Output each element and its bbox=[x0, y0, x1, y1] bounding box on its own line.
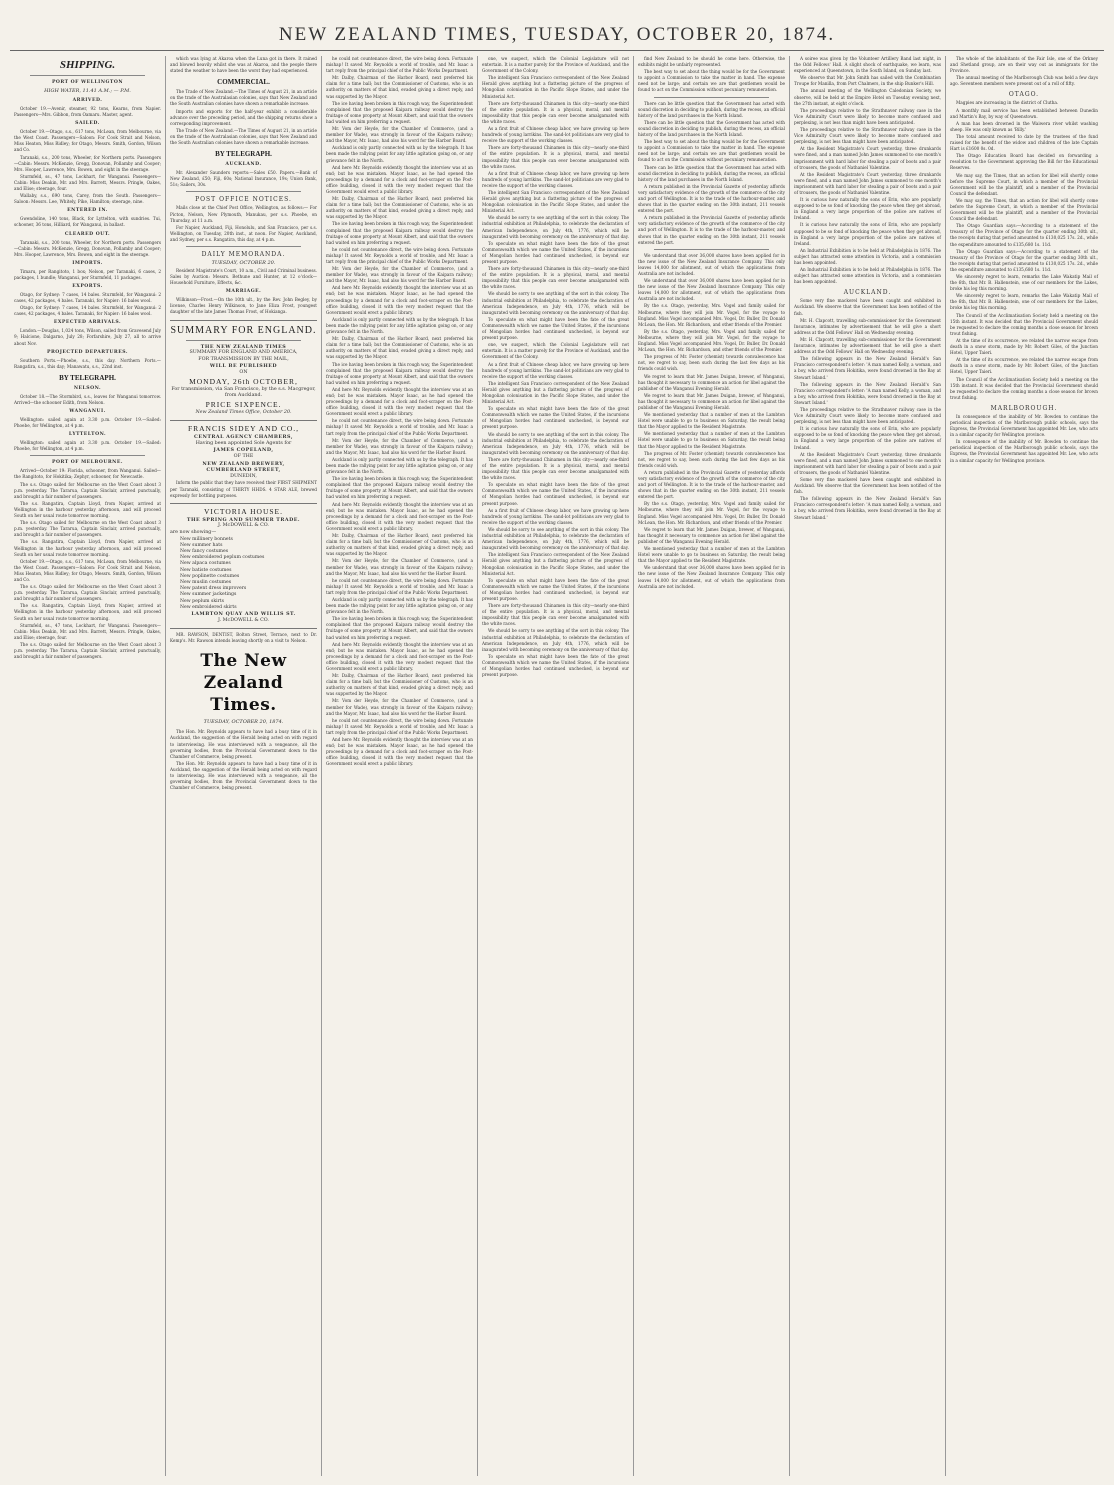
paragraph: he could not countenance direct, the wire being down. Fortunate mishap! It saved Mr. Reynolds a world of trouble, and Mr. Isaac a tart reply from the principal chief of the Public Works Department. bbox=[326, 577, 473, 595]
sidey-line: Having been appointed Sole Agents for bbox=[195, 440, 292, 446]
paragraph: The best way to set about the thing would be for the Government to appoint a Commission to take the matter in hand. The expense need not be large; and certain we are that gentlemen would be found to act on the Commission without pecuniary remuneration. bbox=[638, 69, 785, 93]
paragraph: Wellington: sailed again at 3.30 p.m. October 19.—Sailed: Phoebe, for Wellington, at 4 p.m. bbox=[14, 440, 161, 452]
shipping-heading: SHIPPING. bbox=[59, 59, 116, 71]
rawson-advert bbox=[170, 628, 317, 644]
list-item: New embroidered peplum costumes bbox=[180, 555, 265, 561]
paragraph: And here Mr. Reynolds evidently thought the interview was at an end; but he was mistaken. Mayor Isaac, as he had opened the proceedings by a demand for a clock and foot-scraper on the Post-office building, closed it with the very modest request that the Government would erect a public library. bbox=[326, 386, 473, 417]
paragraph: There are forty-thousand Chinamen in this city—nearly one-third of the entire population. It is a physical, moral, and mental impossibility that this people can ever become amalgamated with the white races. bbox=[482, 266, 629, 290]
list-item: New summer jacketings bbox=[180, 592, 237, 598]
paragraph: There can be little question that the Government has acted with sound discretion in deciding to publish, during the recess, an official history of the land purchases in the North Island. bbox=[638, 119, 785, 138]
entered-heading: ENTERED IN. bbox=[67, 208, 108, 214]
summary-title: SUMMARY FOR ENGLAND. bbox=[170, 324, 317, 336]
list-item: New fancy costumes bbox=[180, 548, 229, 554]
list-item: New patent dress improvers bbox=[180, 586, 247, 592]
auckland-heading: AUCKLAND. bbox=[225, 162, 262, 168]
divider bbox=[30, 455, 145, 456]
paragraph: As a first fruit of Chinese cheap labor, we have growing up here hundreds of young larrikins. The sand-lot politicians are very glad to receive the support of the working classes. bbox=[482, 170, 629, 188]
paragraph: The proceedings relative to the Strathnaver railway case in the Vice Admiralty Court were likely to become more confused and perplexing, is not less than might have been anticipated. bbox=[794, 107, 941, 125]
paragraph: Mr. Dalby, Chairman of the Harbor Board, next preferred his claim for a time ball; but the Commissioner of Customs, who is an authority on matters of that kind, evaded giving a direct reply, and was supported by the Mayor. bbox=[326, 196, 473, 220]
paragraph: We sincerely regret to learn, remarks the Lake Wakatip Mail of the 6th, that Mr. B. Hallenstein, one of our members for the Lakes, broke his leg this morning. bbox=[950, 293, 1098, 311]
divider bbox=[186, 340, 301, 341]
paragraph: he could not countenance direct, the wire being down. Fortunate mishap! It saved Mr. Reynolds a world of trouble, and Mr. Isaac a tart reply from the principal chief of the Public Works Department. bbox=[326, 246, 473, 264]
summary-date: MONDAY, 26th OCTOBER, bbox=[189, 376, 298, 386]
paragraph: The Otago Guardian says:—According to a statement of the treasury of the Province of Otago for the quarter ending 30th ult., the receipts during that period amounted to £130,025 17s. 2d., while the expenditure amounted to £135,680 1s. 11d. bbox=[950, 223, 1098, 247]
paragraph: Arrived—October 19: Florida, schooner, from Wanganui. Sailed—the Rangitoto, for Hokitika; Zephyr, schooner, for Newcastle. bbox=[14, 468, 161, 480]
paragraph: Sturmfeld, ss., 47 tons, Lockhart, for Wanganui. Passengers—Cabin: Miss Deakin, Mr. and Mrs. Barrett, Messrs. Pringle, Oakes, and Elise; steerage, four. bbox=[14, 622, 161, 640]
paragraph: It is curious how naturally the sons of Erin, who are popularly supposed to be so fond of knocking the peace when they get abroad, in England a very large proportion of the police are natives of Ireland. bbox=[794, 426, 941, 450]
arrived-heading: ARRIVED. bbox=[72, 98, 103, 103]
paragraph: We understand that over 36,000 shares have been applied for in the new issue of the New Zealand Insurance Company. This only leaves 14,000 for allotment, out of which the applications from Australia are not included. bbox=[638, 252, 785, 276]
paragraph: For Napier, Auckland, Fiji, Honolulu, and San Francisco, per s.s. Wellington, on Tuesday, 20th inst., at noon. For Napier, Auckland, and Sydney, per s.s. Rangatira, this day, at 4 p.m. bbox=[170, 224, 317, 242]
paragraph: The s.s. Otago sailed for Melbourne on the West Coast about 3 p.m. yesterday. The Tararua, Captain Sinclair, arrived punctually, and brought a fair number of passengers. bbox=[14, 520, 161, 538]
paragraph: Wellington: sailed again at 3.30 p.m. October 19.—Sailed: Phoebe, for Wellington, at 4 p.m. bbox=[14, 417, 161, 429]
paragraph: We mentioned yesterday that a number of men at the Lambton Hotel were unable to go to business on Saturday, the result being that the Mayor applied to the Resident Magistrate. bbox=[638, 431, 785, 449]
column-4 bbox=[478, 56, 634, 1476]
column-6 bbox=[790, 56, 946, 1476]
paragraph: Mr. Vom der Heyde, for the Chamber of Commerce, (and a member for Wade), was strongly in favour of the Kaipara railway; and the Mayor, Mr. Isaac, had also his word for the Harbor Board. bbox=[326, 698, 473, 716]
paragraph: The Hon. Mr. Reynolds appears to have had a busy time of it in Auckland, the suggestion of the Herald being acted on with regard to interviewing. He was interviewed with a vengeance, all the governing bodies, from the Provincial Government down to the Chamber of Commerce, being present. bbox=[170, 760, 317, 791]
sidey-line: CENTRAL AGENCY CHAMBERS, bbox=[194, 434, 293, 441]
paragraph: There are forty-thousand Chinamen in this city—nearly one-third of the entire population. It is a physical, moral, and mental impossibility that this people can ever become amalgamated with the white races. bbox=[482, 456, 629, 481]
column-7 bbox=[946, 56, 1102, 1476]
paragraph: In consequence of the inability of Mr. Bowden to continue the periodical inspection of the Marlborough public schools, says the Express, the Provincial Government has appointed Mr. Lee, who acts in a similar capacity for Wellington province. bbox=[950, 439, 1098, 463]
paragraph: Mr. Vom der Heyde, for the Chamber of Commerce, (and a member for Wade), was strongly in favour of the Kaipara railway; and the Mayor, Mr. Isaac, had also his word for the Harbor Board. bbox=[326, 437, 473, 455]
paragraph: he could not countenance direct, the wire being down. Fortunate mishap! It saved Mr. Reynolds a world of trouble, and Mr. Isaac a tart reply from the principal chief of the Public Works Department. bbox=[326, 717, 473, 735]
paragraph: At the time of its occurrence, we related the narrow escape from death in a snow storm, made by Mr. Robert Giles, of the Junction Hotel, Upper Taieri. bbox=[950, 357, 1098, 375]
paragraph: Mr. H. Clapcott, travelling sub-commissioner for the Government Insurance, intimates by advertisement that he will give a short address at the Odd Fellows' Hall on Wednesday evening. bbox=[794, 336, 941, 355]
list-item: New embroidered skirts bbox=[180, 604, 237, 610]
list-item: New muslin costumes bbox=[180, 579, 232, 585]
paragraph: Sturmfeld, ss., 47 tons, Lockhart, for Wanganui. Passengers—Cabin: Miss Deakin, Mr. and Mrs. Barrett, Messrs. Pringle, Oakes, and Elise; steerage, four. bbox=[14, 173, 161, 192]
port-heading: PORT OF WELLINGTON bbox=[51, 80, 124, 85]
paper-date: TUESDAY, OCTOBER 20, 1874. bbox=[203, 719, 284, 726]
exports-heading: EXPORTS. bbox=[72, 283, 103, 289]
paragraph: Auckland is only partly connected with us by the telegraph. It has been made the rallying point for any little agitation going on, or any grievance felt in the North. bbox=[326, 145, 473, 163]
paper-title: The New Zealand Times. bbox=[200, 651, 287, 716]
paragraph: MR. RAWSON, DENTIST, Bolton Street, Terrace, next to Dr. Kemp's. Mr. Rawson intends leaving shortly on a visit to Nelson. bbox=[170, 632, 317, 644]
paragraph: We may say, the Times, that an action for libel will shortly come before the Supreme Court, in which a member of the Provincial Government will be the plaintiff, and a member of the Provincial Council the defendant. bbox=[950, 197, 1098, 222]
paragraph: As a first fruit of Chinese cheap labor, we have growing up here hundreds of young larrikins. The sand-lot politicians are very glad to receive the support of the working classes. bbox=[482, 507, 629, 525]
paragraph: The intelligent San Francisco correspondent of the New Zealand Herald gives anything but a flattering picture of the progress of Mongolian colonisation in the Pacific Slope States, and under the Ministerial Act. bbox=[482, 189, 629, 214]
paragraph: The whole of the inhabitants of the Fair Isle, one of the Orkney and Shetland group, are on their way out as immigrants for the Province. bbox=[950, 56, 1098, 74]
cleared-heading: CLEARED OUT. bbox=[64, 231, 111, 237]
lyttelton-heading: LYTTELTON. bbox=[68, 432, 107, 438]
paragraph: Mr. Dalby, Chairman of the Harbor Board, next preferred his claim for a time ball; but the Commissioner of Customs, who is an authority on matters of that kind, evaded giving a direct reply, and was supported by the Mayor. bbox=[326, 75, 473, 99]
paragraph: We should be sorry to see anything of the sort in this colony. The industrial exhibition at Philadelphia, to celebrate the declaration of American Independence, on July 4th, 1776, which will be inaugurated with becoming ceremony on the anniversary of that day. bbox=[482, 215, 629, 239]
paragraph: There are forty-thousand Chinamen in this city—nearly one-third of the entire population. It is a physical, moral, and mental impossibility that this people can ever become amalgamated with the white races. bbox=[482, 145, 629, 169]
paragraph: Mr. Dalby, Chairman of the Harbor Board, next preferred his claim for a time ball; but the Commissioner of Customs, who is an authority on matters of that kind, evaded giving a direct reply, and was supported by the Mayor. bbox=[326, 336, 473, 360]
summary-line: WILL BE PUBLISHED bbox=[209, 363, 278, 370]
divider bbox=[186, 191, 301, 192]
price-note: New Zealand Times Office, October 20. bbox=[195, 409, 292, 415]
columns bbox=[10, 56, 1104, 1476]
paragraph: October 19.—Avenir, steamer, 92 tons, Kearns, from Napier. Passengers—Mrs. Gibbon, from Oamaru. Master, agent. bbox=[14, 106, 161, 118]
paragraph: The s.s. Otago sailed for Melbourne on the West Coast about 3 p.m. yesterday. The Tararua, Captain Sinclair, arrived punctually, and brought a fair number of passengers. bbox=[14, 641, 161, 660]
nelson-heading: NELSON. bbox=[73, 385, 102, 391]
paragraph: We sincerely regret to learn, remarks the Lake Wakatip Mail of the 6th, that Mr. B. Hallenstein, one of our members for the Lakes, broke his leg this morning. bbox=[950, 274, 1098, 292]
paragraph: Taranaki, s.s., 200 tons, Wheeler, for Northern ports. Passengers—Cabin: Messrs. McKenzie, Gregg, Donovan, Pollamby and Cooper; Mrs. Hooper, Lawrence, Mrs. Bowen, and eight in the steerage. bbox=[14, 239, 161, 257]
telegraph-heading: BY TELEGRAPH. bbox=[59, 373, 116, 382]
column-1 bbox=[10, 56, 166, 1476]
paragraph: The progress of Mr. Foster (chemist) towards convalescence has not, we regret to say, been such during the last few days as his friends could wish. bbox=[638, 354, 785, 372]
paragraph: The s.s. Rangatira, Captain Lloyd, from Napier, arrived at Wellington in the harbour yesterday afternoon, and will proceed South on her usual route tomorrow morning. bbox=[14, 500, 161, 519]
paragraph: A man has been drowned in the Waiwera river whilst washing sheep. He was only known as 'Billy.' bbox=[950, 120, 1098, 132]
paragraph: Otago, for Sydney: 7 cases, 14 bales. Sturmfeld, for Wanganui: 2 cases, 42 packages, 4 bales. Taranaki, for Napier: 16 bales wool. bbox=[14, 305, 161, 317]
paragraph: Mr. Vom der Heyde, for the Chamber of Commerce, (and a member for Wade), was strongly in favour of the Kaipara railway; and the Mayor, Mr. Isaac, had also his word for the Harbor Board. bbox=[326, 126, 473, 144]
paragraph: one, we suspect, which the Colonial Legislature will not entertain. It is a matter purely for the Province of Auckland, and the Government of the Colony. bbox=[482, 56, 629, 74]
paragraph: The progress of Mr. Foster (chemist) towards convalescence has not, we regret to say, been such during the last few days as his friends could wish. bbox=[638, 450, 785, 468]
paragraph: We should be sorry to see anything of the sort in this colony. The industrial exhibition at Philadelphia, to celebrate the declaration of American Independence, on July 4th, 1776, which will be inaugurated with becoming ceremony on the anniversary of that day. bbox=[482, 291, 629, 315]
paragraph: The ice having been broken in this rough way, the Superintendent complained that the proposed Kaipara railway would destroy the fruitage of some property at Mount Albert, and said that the owners had waited on him preferring a request. bbox=[326, 100, 473, 124]
paragraph: And here Mr. Reynolds evidently thought the interview was at an end; but he was mistaken. Mayor Isaac, as he had opened the proceedings by a demand for a clock and foot-scraper on the Post-office building, closed it with the very modest request that the Government would erect a public library. bbox=[326, 641, 473, 671]
vh-title: VICTORIA HOUSE. bbox=[203, 506, 284, 516]
paragraph: The ice having been broken in this rough way, the Superintendent complained that the proposed Kaipara railway would destroy the fruitage of some property at Mount Albert, and said that the owners had waited on him preferring a request. bbox=[326, 221, 473, 245]
sidey-line: DUNEDIN, bbox=[230, 473, 257, 479]
paragraph: The ice having been broken in this rough way, the Superintendent complained that the proposed Kaipara railway would destroy the fruitage of some property at Mount Albert, and said that the owners had waited on him preferring a request. bbox=[326, 616, 473, 640]
paragraph: It is curious how naturally the sons of Erin, who are popularly supposed to be so fond of knocking the peace when they get abroad, in England a very large proportion of the police are natives of Ireland. bbox=[794, 222, 941, 246]
paragraph: And here Mr. Reynolds evidently thought the interview was at an end; but he was mistaken. Mayor Isaac, as he had opened the proceedings by a demand for a clock and foot-scraper on the Post-office building, closed it with the very modest request that the Government would erect a public library. bbox=[326, 285, 473, 315]
masthead-rule bbox=[10, 50, 1104, 51]
summary-line: SUMMARY FOR ENGLAND AND AMERICA, bbox=[189, 350, 298, 356]
paragraph: Mails close at the Chief Post Office, Wellington, as follows:— For Picton, Nelson, New Plymouth, Manukau, per s.s. Phoebe, on Thursday, at 11 a.m. bbox=[170, 205, 317, 223]
paragraph: The s.s. Rangatira, Captain Lloyd, from Napier, arrived at Wellington in the harbour yesterday afternoon, and will proceed South on her usual route tomorrow morning. bbox=[14, 603, 161, 621]
sidey-line: CUMBERLAND STREET, bbox=[206, 467, 281, 474]
divider bbox=[654, 97, 769, 98]
summary-advert bbox=[170, 320, 317, 417]
otago-heading: OTAGO. bbox=[1008, 91, 1040, 99]
divider bbox=[186, 246, 301, 247]
paragraph: Mr. Alexander Saunders reports:—Sales £50. Papers.—Bank of New Zealand, £50; Fiji, 60s; National Insurance, 19s; Union Bank, 51s; Sailers, 30s. bbox=[170, 170, 317, 188]
paragraph: he could not countenance direct, the wire being down. Fortunate mishap! It saved Mr. Reynolds a world of trouble, and Mr. Isaac a tart reply from the principal chief of the Public Works Department. bbox=[326, 418, 473, 436]
list-item: New poplinette costumes bbox=[180, 573, 240, 579]
high-water: HIGH WATER, 11.41 A.M.; — P.M. bbox=[44, 88, 131, 94]
paragraph: The best way to set about the thing would be for the Government to appoint a Commission to take the matter in hand. The expense need not be large; and certain we are that gentlemen would be found to act on the Commission without pecuniary remuneration. bbox=[638, 139, 785, 163]
sidey-line: OF THE bbox=[233, 454, 254, 460]
paragraph: Southern Ports.—Phoebe, s.s., this day. Northern Ports.—Rangatira, s.s., this day; Manawatu, s.s., 22nd inst. bbox=[14, 357, 161, 369]
paragraph: The following appears in the New Zealand Herald's San Francisco correspondent's letter: 'A man named Kelly, a woman, and a boy, who arrived from Hokitika, were found drowned in the Bay at Stewart Island.' bbox=[794, 356, 941, 380]
paragraph: And here Mr. Reynolds evidently thought the interview was at an end; but he was mistaken. Mayor Isaac, as he had opened the proceedings by a demand for a clock and foot-scraper on the Post-office building, closed it with the very modest request that the Government would erect a public library. bbox=[326, 501, 473, 531]
paragraph: We understand that over 36,000 shares have been applied for in the new issue of the New Zealand Insurance Company. This only leaves 14,000 for allotment, out of which the applications from Australia are not included. bbox=[638, 278, 785, 302]
paragraph: The total amount received to date by the trustees of the fund raised for the benefit of the widow and children of the late Captain Hart is £1600 0s. 0d. bbox=[950, 133, 1098, 152]
paragraph: In consequence of the inability of Mr. Bowden to continue the periodical inspection of the Marlborough public schools, says the Express, the Provincial Government has appointed Mr. Lee, who acts in a similar capacity for Wellington province. bbox=[950, 413, 1098, 438]
paragraph: We regret to learn that Mr. James Duigan, brewer, of Wanganui, has thought it necessary to commence an action for libel against the publisher of the Wanganui Evening Herald. bbox=[638, 373, 785, 391]
paragraph: Timaru, per Rangitoto, 1 box; Nelson, per Taranaki, 6 cases, 2 packages, 1 bundle; Wanganui, per Sturmfeld, 11 packages. bbox=[14, 268, 161, 280]
paragraph: A return published in the Provincial Gazette of yesterday affords very satisfactory evidence of the growth of the commerce of the city and port of Wellington. It is to the trade of the harbour-master, and shows that in the quarter ending on the 30th instant, 211 vessels entered the port. bbox=[638, 215, 785, 245]
paragraph: Mr. H. Clapcott, travelling sub-commissioner for the Government Insurance, intimates by advertisement that he will give a short address at the Odd Fellows' Hall on Wednesday evening. bbox=[794, 317, 941, 335]
paragraph: A return published in the Provincial Gazette of yesterday affords very satisfactory evidence of the growth of the commerce of the city and port of Wellington. It is to the trade of the harbour-master, and shows that in the quarter ending on the 30th instant, 211 vessels entered the port. bbox=[638, 469, 785, 500]
paragraph: Magpies are increasing in the district of Clutha. bbox=[956, 100, 1059, 106]
paragraph: The Hon. Mr. Reynolds appears to have had a busy time of it in Auckland, the suggestion of the Herald being acted on with regard to interviewing. He was interviewed with a vengeance, all the governing bodies, from the Provincial Government down to the Chamber of Commerce, being present. bbox=[170, 729, 317, 759]
paragraph: Wilkinson—Frost.—On the 10th ult., by the Rev. John Begley, by license, Charles Henry Wilkinson, to Jane Eliza Frost, youngest daughter of the late James Thomas Frost, of Hokianga. bbox=[170, 297, 317, 315]
paragraph: The ice having been broken in this rough way, the Superintendent complained that the proposed Kaipara railway would destroy the fruitage of some property at Mount Albert, and said that the owners had waited on him preferring a request. bbox=[326, 361, 473, 385]
paragraph: We should be sorry to see anything of the sort in this colony. The industrial exhibition at Philadelphia, to celebrate the declaration of American Independence, on July 4th, 1776, which will be inaugurated with becoming ceremony on the anniversary of that day. bbox=[482, 431, 629, 455]
paragraph: The following appears in the New Zealand Herald's San Francisco correspondent's letter: 'A man named Kelly, a woman, and a boy, who arrived from Hokitika, were found drowned in the Bay at Stewart Island.' bbox=[794, 381, 941, 405]
paragraph: By the s.s. Otago, yesterday, Mrs. Vogel and family sailed for Melbourne, where they will join Mr. Vogel, for the voyage to England. Miss Vogel accompanied Mrs. Vogel, Dr. Buller, Dr. Donald McLean, the Hon. Mr. Richardson, and other friends of the Premier. bbox=[638, 501, 785, 525]
auckland-heading: AUCKLAND. bbox=[843, 289, 892, 297]
list-item: New batiste costumes bbox=[180, 567, 232, 573]
summary-line: FOR TRANSMISSION BY THE MAIL, bbox=[198, 356, 289, 362]
list-item: New alpaca costumes bbox=[180, 561, 231, 567]
expected-heading: EXPECTED ARRIVALS. bbox=[53, 320, 122, 326]
vh-list bbox=[170, 537, 317, 611]
paragraph: The Trade of New Zealand.—The Times of August 21, in an article on the trade of the Australasian colonies, says that New Zealand and the South Australian colonies have shown a remarkable increase. bbox=[170, 127, 317, 146]
imports-heading: IMPORTS. bbox=[72, 260, 103, 266]
paragraph: At the Resident Magistrate's Court yesterday, three drunkards were fined, and a man named John James summoned to one month's imprisonment with hard labor for stealing a pair of boots and a pair of trousers, the goods of Nathaniel Valentine. bbox=[794, 171, 941, 195]
paragraph: To speculate on what might have been the fate of the great Commonwealth which we name the United States, if the incursions of Mongolian hordes had continued unchecked, is beyond our present purpose. bbox=[482, 406, 629, 430]
paragraph: The Otago Guardian says:—According to a statement of the treasury of the Province of Otago for the quarter ending 30th ult., the receipts during that period amounted to £130,025 17s. 2d., while the expenditure amounted to £135,680 1s. 11d. bbox=[950, 248, 1098, 272]
paragraph: one, we suspect, which the Colonial Legislature will not entertain. It is a matter purely for the Province of Auckland, and the Government of the Colony. bbox=[482, 342, 629, 360]
summary-line: ON bbox=[239, 369, 248, 375]
list-item: New summer hats bbox=[180, 542, 223, 548]
paragraph: We mentioned yesterday that a number of men at the Lambton Hotel were unable to go to business on Saturday, the result being that the Mayor applied to the Resident Magistrate. bbox=[638, 412, 785, 430]
paragraph: At the Resident Magistrate's Court yesterday, three drunkards were fined, and a man named John James summoned to one month's imprisonment with hard labor for stealing a pair of boots and a pair of trousers, the goods of Nathaniel Valentine. bbox=[794, 146, 941, 170]
paragraph: The s.s. Rangatira, Captain Lloyd, from Napier, arrived at Wellington in the harbour yesterday afternoon, and will proceed South on her usual route tomorrow morning. bbox=[14, 539, 161, 557]
paragraph: The intelligent San Francisco correspondent of the New Zealand Herald gives anything but a flattering picture of the progress of Mongolian colonisation in the Pacific Slope States, and under the Ministerial Act. bbox=[482, 75, 629, 99]
paragraph: We regret to learn that Mr. James Duigan, brewer, of Wanganui, has thought it necessary to commence an action for libel against the publisher of the Wanganui Evening Herald. bbox=[638, 526, 785, 544]
paragraph: A soiree was given by the Volunteer Artillery Band last night, in the Odd Fellows' Hall. A slight shock of earthquake, we learn, was experienced at Queenstown, in the South Island, on Sunday last. bbox=[794, 56, 941, 74]
projected-heading: PROJECTED DEPARTURES. bbox=[46, 349, 128, 355]
paragraph: Auckland is only partly connected with us by the telegraph. It has been made the rallying point for any little agitation going on, or any grievance felt in the North. bbox=[326, 456, 473, 475]
paragraph: October 19.—Otago, s.s., 617 tons, McLean, from Melbourne, via the West Coast. Passengers—Saloon: For Cook Strait and Nelson, Miss Heaton, Miss Ridley; for Otago, Messrs. Smith, Gordon, Wilson and Co. bbox=[14, 129, 161, 153]
paragraph: Resident Magistrate's Court, 10 a.m., Civil and Criminal business. Sales by Auction: Messrs. Bethune and Hunter, at 12 o'clock—Household Furniture, Effects, &c. bbox=[170, 267, 317, 286]
paragraph: We observe that Mr. John Smith has sailed with the Combination Troupe for Manilla, from Port Chalmers, in the ship Bunker's Hill. bbox=[794, 75, 941, 87]
paragraph: There are forty-thousand Chinamen in this city—nearly one-third of the entire population. It is a physical, moral, and mental impossibility that this people can ever become amalgamated with the white races. bbox=[482, 100, 629, 124]
vh-line: J. McDOWELL & CO. bbox=[218, 617, 269, 623]
paragraph: Mr. Vom der Heyde, for the Chamber of Commerce, (and a member for Wade), was strongly in favour of the Kaipara railway; and the Mayor, Mr. Isaac, had also his word for the Harbor Board. bbox=[326, 558, 473, 576]
paragraph: And here Mr. Reynolds evidently thought the interview was at an end; but he was mistaken. Mayor Isaac, as he had opened the proceedings by a demand for a clock and foot-scraper on the Post-office building, closed it with the very modest request that the Government would erect a public library. bbox=[326, 737, 473, 767]
paragraph: he could not countenance direct, the wire being down. Fortunate mishap! It saved Mr. Reynolds a world of trouble, and Mr. Isaac a tart reply from the principal chief of the Public Works Department. bbox=[326, 56, 473, 74]
paragraph: We regret to learn that Mr. James Duigan, brewer, of Wanganui, has thought it necessary to commence an action for libel against the publisher of the Wanganui Evening Herald. bbox=[638, 392, 785, 410]
paragraph: The annual meeting of the Marlborough Club was held a few days ago. Seventeen members were present out of a roll of fifty. bbox=[950, 75, 1098, 87]
paragraph: We may say, the Times, that an action for libel will shortly come before the Supreme Court, in which a member of the Provincial Government will be the plaintiff, and a member of the Provincial Council the defendant. bbox=[950, 172, 1098, 196]
paragraph: We understand that over 36,000 shares have been applied for in the new issue of the New Zealand Insurance Company. This only leaves 14,000 for allotment, out of which the applications from Australia are not included. bbox=[638, 565, 785, 589]
vh-line: LAMBTON QUAY AND WILLIS ST. bbox=[191, 610, 296, 617]
paragraph: Inform the public that they have received their FIRST SHIPMENT per Taranaki, consisting of THIRTY HHDS. 4 STAR ALE, brewed expressly for bottling purposes. bbox=[170, 480, 317, 498]
post-office-heading: POST OFFICE NOTICES. bbox=[195, 196, 292, 204]
list-item: New millinery bonnets bbox=[180, 536, 233, 542]
memoranda-date: TUESDAY, OCTOBER 20. bbox=[211, 259, 276, 266]
paragraph: To speculate on what might have been the fate of the great Commonwealth which we name the United States, if the incursions of Mongolian hordes had continued unchecked, is beyond our present purpose. bbox=[482, 240, 629, 264]
divider bbox=[30, 75, 145, 76]
paragraph: As a first fruit of Chinese cheap labor, we have growing up here hundreds of young larrikins. The sand-lot politicians are very glad to receive the support of the working classes. bbox=[482, 361, 629, 379]
melbourne-heading: PORT OF MELBOURNE. bbox=[52, 460, 123, 466]
price: PRICE SIXPENCE. bbox=[205, 399, 282, 409]
paragraph: The following appears in the New Zealand Herald's San Francisco correspondent's letter: 'A man named Kelly, a woman, and a boy, who arrived from Hokitika, were found drowned in the Bay at Stewart Island.' bbox=[794, 496, 941, 520]
column-2 bbox=[166, 56, 322, 1476]
telegraph-heading: BY TELEGRAPH. bbox=[215, 150, 272, 159]
paragraph: Gwendoline, 140 tons, Black, for Lyttelton, with sundries. Tui, schooner, 36 tons, Hilliard, for Wanganui, in ballast. bbox=[14, 216, 161, 228]
paragraph: There are forty-thousand Chinamen in this city—nearly one-third of the entire population. It is a physical, moral, and mental impossibility that this people can ever become amalgamated with the white races. bbox=[482, 603, 629, 627]
wanganui-heading: WANGANUI. bbox=[69, 409, 106, 414]
paragraph: The intelligent San Francisco correspondent of the New Zealand Herald gives anything but a flattering picture of the progress of Mongolian colonisation in the Pacific Slope States, and under the Ministerial Act. bbox=[482, 552, 629, 576]
paragraph: find New Zealand to be should he come here. Otherwise, the exhibits might be unfairly represented. bbox=[638, 56, 785, 68]
paragraph: The Trade of New Zealand.—The Times of August 21, in an article on the trade of the Australasian colonies, says that New Zealand and the South Australian colonies have shown a remarkable increase. bbox=[170, 89, 317, 107]
divider bbox=[654, 249, 769, 250]
vh-line: are now showing— bbox=[170, 529, 217, 535]
commercial-heading: COMMERCIAL. bbox=[217, 78, 270, 87]
paragraph: We should be sorry to see anything of the sort in this colony. The industrial exhibition at Philadelphia, to celebrate the declaration of American Independence, on July 4th, 1776, which will be inaugurated with becoming ceremony on the anniversary of that day. bbox=[482, 526, 629, 551]
masthead: NEW ZEALAND TIMES, TUESDAY, OCTOBER 20, 1874. bbox=[278, 24, 836, 45]
paragraph: October 19.—Otago, s.s., 617 tons, McLean, from Melbourne, via the West Coast. Passengers—Saloon: For Cook Strait and Nelson, Miss Heaton, Miss Ridley; for Otago, Messrs. Smith, Gordon, Wilson and Co. bbox=[14, 558, 161, 582]
paragraph: London.—Douglas, 1,024 tons, Wilson, sailed from Gravesend July 9; Halcione, Dalgarno, July 28; Forfarshire, July 27, all to arrive about Nov. bbox=[14, 328, 161, 346]
vh-line: J. McDOWELL & CO. bbox=[218, 523, 269, 529]
paragraph: The ice having been broken in this rough way, the Superintendent complained that the proposed Kaipara railway would destroy the fruitage of some property at Mount Albert, and said that the owners had waited on him preferring a request. bbox=[326, 476, 473, 500]
paragraph: Otago, for Sydney: 7 cases, 14 bales. Sturmfeld, for Wanganui: 2 cases, 42 packages, 4 bales. Taranaki, for Napier: 16 bales wool. bbox=[14, 291, 161, 304]
victoria-house-advert bbox=[170, 503, 317, 624]
paragraph: There can be little question that the Government has acted with sound discretion in deciding to publish, during the recess, an official history of the land purchases in the North Island. bbox=[638, 164, 785, 182]
list-item: New peplum skirts bbox=[180, 598, 224, 604]
paragraph: By the s.s. Otago, yesterday, Mrs. Vogel and family sailed for Melbourne, where they will join Mr. Vogel, for the voyage to England. Miss Vogel accompanied Mrs. Vogel, Dr. Buller, Dr. Donald McLean, the Hon. Mr. Richardson, and other friends of the Premier. bbox=[638, 303, 785, 327]
paragraph: We mentioned yesterday that a number of men at the Lambton Hotel were unable to go to business on Saturday, the result being that the Mayor applied to the Resident Magistrate. bbox=[638, 546, 785, 564]
paragraph: To speculate on what might have been the fate of the great Commonwealth which we name the United States, if the incursions of Mongolian hordes had continued unchecked, is beyond our present purpose. bbox=[482, 482, 629, 506]
paragraph: To speculate on what might have been the fate of the great Commonwealth which we name the United States, if the incursions of Mongolian hordes had continued unchecked, is beyond our present purpose. bbox=[482, 653, 629, 678]
paragraph: There can be little question that the Government has acted with sound discretion in deciding to publish, during the recess, an official history of the land purchases in the North Island. bbox=[638, 100, 785, 118]
paragraph: The Council of the Acclimatisation Society held a meeting on the 15th instant. It was decided that the Provincial Government should be requested to declare the coming months a close season for brown trout fishing. bbox=[950, 312, 1098, 336]
paragraph: The s.s. Otago sailed for Melbourne on the West Coast about 3 p.m. yesterday. The Tararua, Captain Sinclair, arrived punctually, and brought a fair number of passengers. bbox=[14, 584, 161, 602]
paragraph: An Industrial Exhibition is to be held at Philadelphia in 1876. The subject has attracted some attention in Victoria, and a commission has been appointed. bbox=[794, 267, 941, 285]
paragraph: As a first fruit of Chinese cheap labor, we have growing up here hundreds of young larrikins. The sand-lot politicians are very glad to receive the support of the working classes. bbox=[482, 126, 629, 144]
paragraph: The proceedings relative to the Strathnaver railway case in the Vice Admiralty Court were likely to become more confused and perplexing, is not less than might have been anticipated. bbox=[794, 127, 941, 145]
paragraph: Wallaby, s.s., 690 tons, Carey, from the South. Passengers—Saloon: Messrs. Lee, Whitely, Pike, Hamilton; steerage, nine. bbox=[14, 193, 161, 205]
paragraph: Some very fine mackerel have been caught and exhibited in Auckland. We observe that the Government has been notified of the fish. bbox=[794, 298, 941, 316]
paragraph: The annual meeting of the Wellington Caledonian Society, we observe, will be held at the Empire Hotel on Tuesday evening next, the 27th instant, at eight o'clock. bbox=[794, 88, 941, 106]
vh-line: THE SPRING AND SUMMER TRADE. bbox=[186, 516, 301, 523]
paragraph: And here Mr. Reynolds evidently thought the interview was at an end; but he was mistaken. Mayor Isaac, as he had opened the proceedings by a demand for a clock and foot-scraper on the Post-office building, closed it with the very modest request that the Government would erect a public library. bbox=[326, 164, 473, 194]
paragraph: Mr. Dalby, Chairman of the Harbor Board, next preferred his claim for a time ball; but the Commissioner of Customs, who is an authority on matters of that kind, evaded giving a direct reply, and was supported by the Mayor. bbox=[326, 533, 473, 557]
paragraph: The intelligent San Francisco correspondent of the New Zealand Herald gives anything but a flattering picture of the progress of Mongolian colonisation in the Pacific Slope States, and under the Ministerial Act. bbox=[482, 380, 629, 405]
paragraph: At the time of its occurrence, we related the narrow escape from death in a snow storm, made by Mr. Robert Giles, of the Junction Hotel, Upper Taieri. bbox=[950, 337, 1098, 356]
paragraph: A monthly mail service has been established between Dunedin and Martin's Bay, by way of Queenstown. bbox=[950, 107, 1098, 119]
sidey-name: FRANCIS SIDEY AND CO., bbox=[187, 424, 300, 434]
paragraph: The Council of the Acclimatisation Society held a meeting on the 15th instant. It was decided that the Provincial Government should be requested to declare the coming months a close season for brown trout fishing. bbox=[950, 376, 1098, 400]
paragraph: An Industrial Exhibition is to be held at Philadelphia in 1876. The subject has attracted some attention in Victoria, and a commission has been appointed. bbox=[794, 247, 941, 265]
paragraph: To speculate on what might have been the fate of the great Commonwealth which we name the United States, if the incursions of Mongolian hordes had continued unchecked, is beyond our present purpose. bbox=[482, 577, 629, 601]
marriage-heading: MARRIAGE. bbox=[225, 289, 262, 295]
sidey-line: NEW ZEALAND BREWERY, bbox=[202, 460, 285, 467]
paragraph: To speculate on what might have been the fate of the great Commonwealth which we name the United States, if the incursions of Mongolian hordes had continued unchecked, is beyond our present purpose. bbox=[482, 316, 629, 341]
paragraph: The s.s. Otago sailed for Melbourne on the West Coast about 3 p.m. yesterday. The Tararua, Captain Sinclair, arrived punctually, and brought a fair number of passengers. bbox=[14, 481, 161, 499]
paragraph: Imports and exports for the half-year exhibit a considerable advance over the preceding period, and the shipping returns show a corresponding improvement. bbox=[170, 108, 317, 126]
paragraph: Mr. Vom der Heyde, for the Chamber of Commerce, (and a member for Wade), was strongly in favour of the Kaipara railway; and the Mayor, Mr. Isaac, had also his word for the Harbor Board. bbox=[326, 266, 473, 284]
paragraph: Taranaki, s.s., 200 tons, Wheeler, for Northern ports. Passengers—Cabin: Messrs. McKenzie, Gregg, Donovan, Pollamby and Cooper; Mrs. Hooper, Lawrence, Mrs. Bowen, and eight in the steerage. bbox=[14, 154, 161, 172]
marlborough-heading: MARLBOROUGH. bbox=[990, 404, 1058, 412]
sidey-line: JAMES COPELAND, bbox=[213, 447, 274, 454]
paragraph: We should be sorry to see anything of the sort in this colony. The industrial exhibition at Philadelphia, to celebrate the declaration of American Independence, on July 4th, 1776, which will be inaugurated with becoming ceremony on the anniversary of that day. bbox=[482, 628, 629, 652]
paragraph: Auckland is only partly connected with us by the telegraph. It has been made the rallying point for any little agitation going on, or any grievance felt in the North. bbox=[326, 316, 473, 335]
paragraph: Mr. Dalby, Chairman of the Harbor Board, next preferred his claim for a time ball; but the Commissioner of Customs, who is an authority on matters of that kind, evaded giving a direct reply, and was supported by the Mayor. bbox=[326, 673, 473, 697]
paragraph: October 18.—The Stormbird, s.s., leaves for Wanganui tomorrow. Arrived—the schooner Edith, from Nelson. bbox=[14, 393, 161, 405]
sailed-heading: SAILED. bbox=[75, 121, 100, 127]
paragraph: Some very fine mackerel have been caught and exhibited in Auckland. We observe that the Government has been notified of the fish. bbox=[794, 477, 941, 495]
summary-line: For transmission, via San Francisco, by the s.s. Macgregor, from Auckland. bbox=[171, 386, 316, 399]
paragraph: The proceedings relative to the Strathnaver railway case in the Vice Admiralty Court were likely to become more confused and perplexing, is not less than might have been anticipated. bbox=[794, 406, 941, 425]
paragraph: The Otago Education Board has decided on forwarding a resolution to the Government approving the Bill for the Educational Reserves. bbox=[950, 153, 1098, 171]
paragraph: At the Resident Magistrate's Court yesterday, three drunkards were fined, and a man named John James summoned to one month's imprisonment with hard labor for stealing a pair of boots and a pair of trousers, the goods of Nathaniel Valentine. bbox=[794, 451, 941, 475]
paragraph: By the s.s. Otago, yesterday, Mrs. Vogel and family sailed for Melbourne, where they will join Mr. Vogel, for the voyage to England. Miss Vogel accompanied Mrs. Vogel, Dr. Buller, Dr. Donald McLean, the Hon. Mr. Richardson, and other friends of the Premier. bbox=[638, 328, 785, 353]
memoranda-heading: DAILY MEMORANDA. bbox=[201, 250, 286, 258]
paragraph: A return published in the Provincial Gazette of yesterday affords very satisfactory evidence of the growth of the commerce of the city and port of Wellington. It is to the trade of the harbour-master, and shows that in the quarter ending on the 30th instant, 211 vessels entered the port. bbox=[638, 183, 785, 214]
paragraph: which was lying at Akaroa when the Luna got in there. It rained and blowed heavily whilst she was at Akaroa, and the people there stated the weather to have been the worst they had experienced. bbox=[170, 56, 317, 74]
column-3 bbox=[322, 56, 478, 1476]
sidey-advert bbox=[170, 420, 317, 498]
column-5 bbox=[634, 56, 790, 1476]
paragraph: Auckland is only partly connected with us by the telegraph. It has been made the rallying point for any little agitation going on, or any grievance felt in the North. bbox=[326, 596, 473, 615]
paragraph: It is curious how naturally the sons of Erin, who are popularly supposed to be so fond of knocking the peace when they get abroad, in England a very large proportion of the police are natives of Ireland. bbox=[794, 197, 941, 221]
summary-line: THE NEW ZEALAND TIMES bbox=[200, 343, 287, 350]
